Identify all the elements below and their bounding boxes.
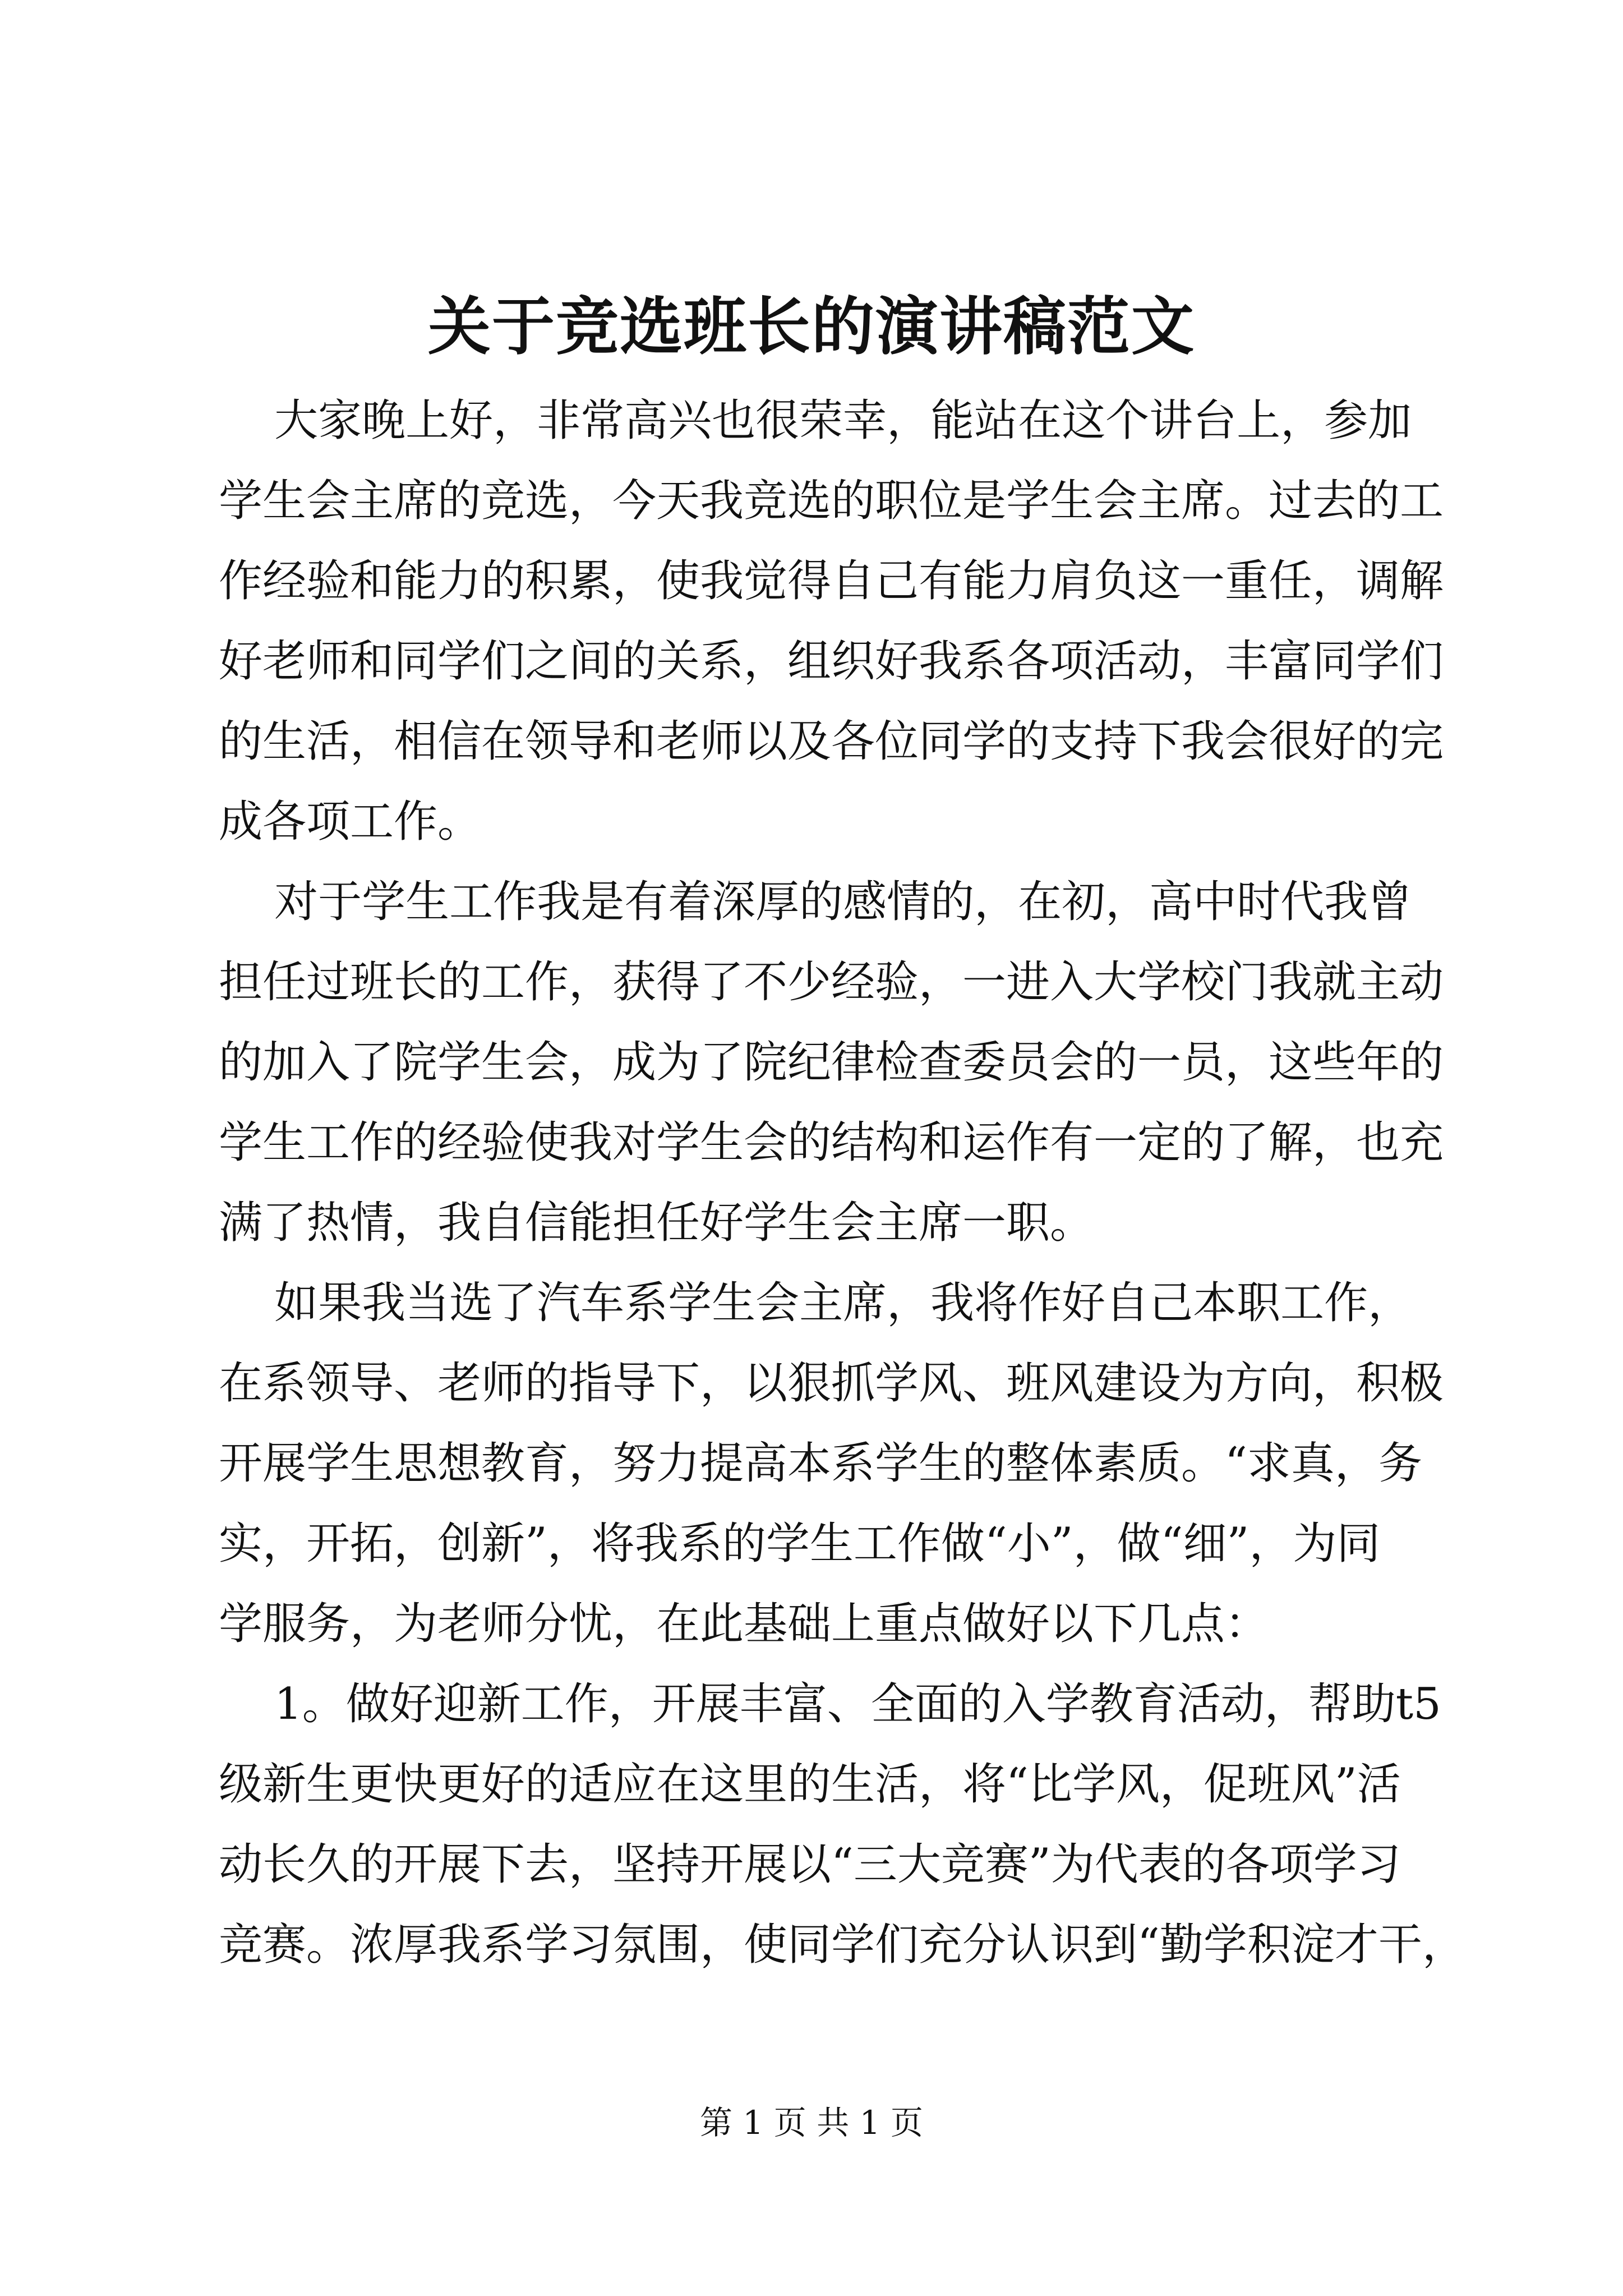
body-line: 学生会主席的竞选，今天我竞选的职位是学生会主席。过去的工 bbox=[219, 476, 1444, 526]
body-line: 作经验和能力的积累，使我觉得自己有能力肩负这一重任，调解 bbox=[219, 556, 1444, 606]
body-line: 大家晚上好，非常高兴也很荣幸，能站在这个讲台上，参加 bbox=[219, 395, 1412, 446]
document-title: 关于竞选班长的演讲稿范文 bbox=[428, 290, 1195, 364]
body-line: 竞赛。浓厚我系学习氛围，使同学们充分认识到“勤学积淀才干， bbox=[219, 1920, 1466, 1970]
body-line: 的加入了院学生会，成为了院纪律检查委员会的一员，这些年的 bbox=[219, 1037, 1444, 1088]
page-footer: 第 1 页 共 1 页 bbox=[700, 2104, 923, 2142]
body-line: 担任过班长的工作，获得了不少经验，一进入大学校门我就主动 bbox=[219, 957, 1444, 1007]
body-line: 1。做好迎新工作，开展丰富、全面的入学教育活动，帮助t5 bbox=[219, 1679, 1441, 1729]
body-line: 如果我当选了汽车系学生会主席，我将作好自己本职工作， bbox=[219, 1278, 1412, 1328]
body-line: 成各项工作。 bbox=[219, 797, 482, 847]
body-line: 满了热情，我自信能担任好学生会主席一职。 bbox=[219, 1198, 1094, 1248]
body-line: 级新生更快更好的适应在这里的生活，将“比学风，促班风”活 bbox=[219, 1759, 1401, 1810]
body-line: 学服务，为老师分忧，在此基础上重点做好以下几点： bbox=[219, 1599, 1269, 1649]
body-line: 在系领导、老师的指导下，以狠抓学风、班风建设为方向，积极 bbox=[219, 1358, 1444, 1409]
body-line: 的生活，相信在领导和老师以及各位同学的支持下我会很好的完 bbox=[219, 716, 1444, 767]
body-line: 对于学生工作我是有着深厚的感情的，在初，高中时代我曾 bbox=[219, 877, 1412, 927]
body-line: 学生工作的经验使我对学生会的结构和运作有一定的了解，也充 bbox=[219, 1117, 1444, 1168]
body-line: 动长久的开展下去，坚持开展以“三大竞赛”为代表的各项学习 bbox=[219, 1839, 1401, 1890]
body-line: 开展学生思想教育，努力提高本系学生的整体素质。“求真，务 bbox=[219, 1438, 1422, 1489]
body-line: 好老师和同学们之间的关系，组织好我系各项活动，丰富同学们 bbox=[219, 636, 1444, 687]
body-line: 实，开拓，创新”，将我系的学生工作做“小”，做“细”，为同 bbox=[219, 1519, 1381, 1569]
